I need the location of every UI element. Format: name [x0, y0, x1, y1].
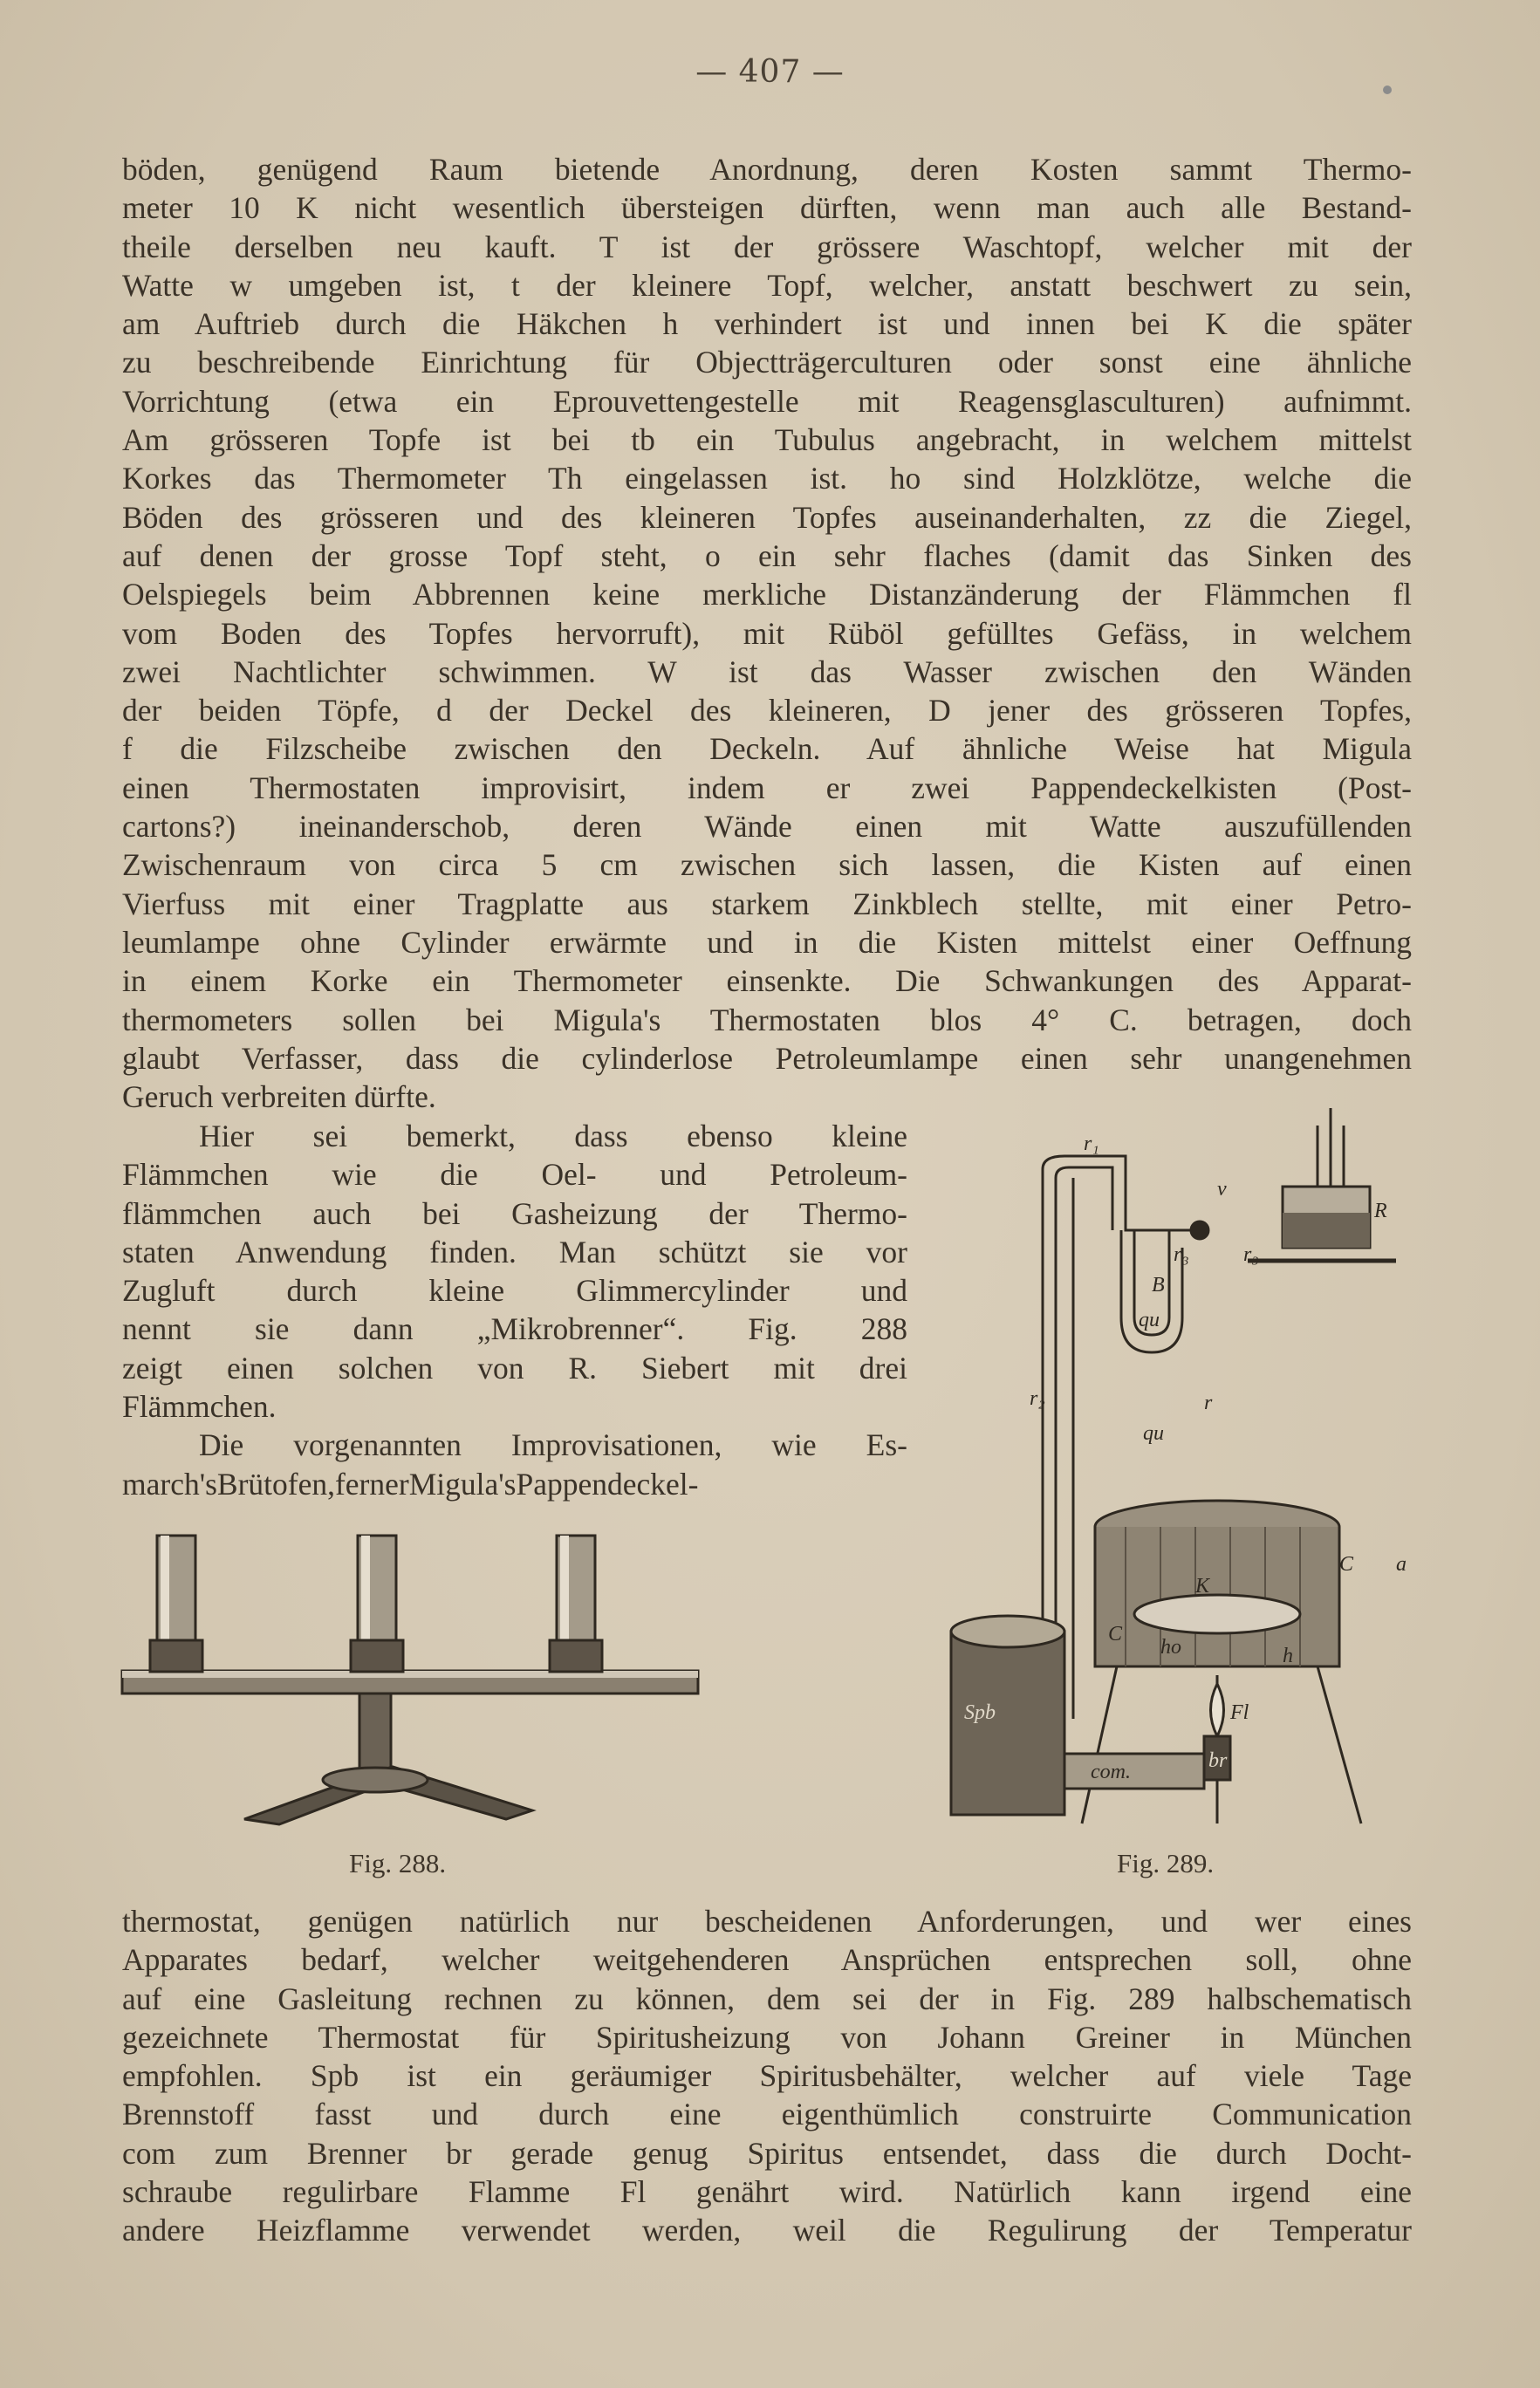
text-line: Vierfuss mit einer Tragplatte aus starkem Zinkblech stellte, mit einer Petro-: [122, 886, 1412, 921]
text-line: Böden des grösseren und des kleineren Topfes auseinanderhalten, zz die Ziegel,: [122, 499, 1412, 535]
label-K: K: [1195, 1575, 1210, 1598]
inner-dish: [1134, 1595, 1300, 1633]
figure-289-thermostat: [964, 1108, 1422, 1832]
text-line: Flämmchen.: [122, 1389, 277, 1425]
label-Fl: Fl: [1230, 1701, 1249, 1724]
label-R: R: [1374, 1200, 1387, 1222]
text-line: Korkes das Thermometer Th eingelassen ist. ho sind Holzklötze, welche die: [122, 461, 1412, 496]
text-line: am Auftrieb durch die Häkchen h verhindert ist und innen bei K die später: [122, 306, 1412, 342]
text-line: auf eine Gasleitung rechnen zu können, dem sei der in Fig. 289 halbschematisch: [122, 1981, 1412, 2016]
text-line: der beiden Töpfe, d der Deckel des kleineren, D jener des grösseren Topfes,: [122, 693, 1412, 729]
text-line: auf denen der grosse Topf steht, o ein sehr flaches (damit das Sinken des: [122, 537, 1412, 573]
text-line: in einem Korke ein Thermometer einsenkte. Die Schwankungen des Apparat-: [122, 963, 1412, 999]
burner-stand: [359, 1693, 391, 1772]
text-line: Apparates bedarf, welcher weitgehenderen Ansprüchen entsprechen soll, ohne: [122, 1942, 1412, 1978]
mica-cylinder-1: [150, 1536, 202, 1672]
figure-289-caption: Fig. 289.: [1117, 1848, 1215, 1878]
communication-tube: [1064, 1754, 1204, 1789]
left-column-paragraph: [122, 1117, 907, 1503]
text-line: einen Thermostaten improvisirt, indem er zwei Pappendeckelkisten (Post-: [122, 770, 1412, 805]
text-line: staten Anwendung finden. Man schützt sie vor: [122, 1234, 907, 1269]
text-line: nennt sie dann „Mikrobrenner“. Fig. 288: [122, 1311, 907, 1347]
label-Spb: Spb: [964, 1701, 996, 1724]
label-r3: r₃: [1174, 1243, 1189, 1266]
label-qu2: qu: [1143, 1422, 1164, 1445]
label-B: B: [1152, 1274, 1165, 1297]
text-line: zeigt einen solchen von R. Siebert mit drei: [122, 1350, 907, 1386]
text-line: com zum Brenner br gerade genug Spiritus entsendet, dass die durch Docht-: [122, 2135, 1412, 2171]
text-line: schraube regulirbare Flamme Fl genährt wird. Natürlich kann irgend eine: [122, 2174, 1412, 2210]
text-line: andere Heizflamme verwendet werden, weil die Regulirung der Temperatur: [122, 2213, 1412, 2248]
label-r2: r₂: [1030, 1387, 1045, 1410]
text-line: Hier sei bemerkt, dass ebenso kleine: [199, 1119, 907, 1153]
text-line: Die vorgenannten Improvisationen, wie Es-: [199, 1427, 907, 1463]
label-ho: ho: [1160, 1636, 1181, 1659]
text-line: Vorrichtung (etwa ein Eprouvettengestelle mit Reagensglasculturen) aufnimmt.: [122, 383, 1412, 419]
ink-spot: [1383, 86, 1392, 94]
label-v: v: [1217, 1178, 1227, 1201]
text-line: leumlampe ohne Cylinder erwärmte und in die Kisten mittelst einer Oeffnung: [122, 924, 1412, 960]
text-line: flämmchen auch bei Gasheizung der Thermo-: [122, 1195, 907, 1231]
figure-288-microburner: [122, 1531, 715, 1828]
text-line: Zwischenraum von circa 5 cm zwischen sich lassen, die Kisten auf einen: [122, 847, 1412, 883]
text-line: f die Filzscheibe zwischen den Deckeln. Auf ähnliche Weise hat Migula: [122, 731, 1412, 767]
text-line: meter 10 K nicht wesentlich übersteigen dürften, wenn man auch alle Bestand-: [122, 190, 1412, 226]
text-line: Geruch verbreiten dürfte.: [122, 1079, 436, 1115]
label-r: r: [1204, 1392, 1213, 1414]
label-br: br: [1208, 1749, 1228, 1772]
text-line: vom Boden des Topfes hervorruft), mit Rüböl gefülltes Gefäss, in welchem: [122, 615, 1412, 651]
figure-288-caption: Fig. 288.: [349, 1848, 447, 1878]
text-line: thermostat, genügen natürlich nur bescheidenen Anforderungen, und wer eines: [122, 1904, 1412, 1939]
text-line: Oelspiegels beim Abbrennen keine merkliche Distanzänderung der Flämmchen fl: [122, 577, 1412, 612]
label-r1: r₁: [1084, 1132, 1099, 1155]
label-C2: C: [1108, 1623, 1123, 1646]
bottom-paragraph: [122, 1902, 1412, 2250]
label-qu1: qu: [1139, 1309, 1160, 1331]
text-line: zwei Nachtlichter schwimmen. W ist das Wasser zwischen den Wänden: [122, 653, 1412, 689]
text-line: theile derselben neu kauft. T ist der grössere Waschtopf, welcher mit der: [122, 229, 1412, 264]
label-h: h: [1283, 1645, 1293, 1667]
text-line: gezeichnete Thermostat für Spiritusheizung von Johann Greiner in München: [122, 2019, 1412, 2055]
text-line: zu beschreibende Einrichtung für Objectträgerculturen oder sonst eine ähnliche: [122, 345, 1412, 380]
mica-cylinder-3: [550, 1536, 602, 1672]
text-line: böden, genügend Raum bietende Anordnung, deren Kosten sammt Thermo-: [122, 152, 1412, 187]
top-paragraph: [122, 150, 1412, 1116]
text-line: Brennstoff fasst und durch eine eigenthümlich construirte Communication: [122, 2097, 1412, 2132]
text-line: glaubt Verfasser, dass die cylinderlose Petroleumlampe einen sehr unangenehmen: [122, 1040, 1412, 1076]
text-line: thermometers sollen bei Migula's Thermostaten blos 4° C. betragen, doch: [122, 1002, 1412, 1037]
text-line: cartons?) ineinanderschob, deren Wände einen mit Watte auszufüllenden: [122, 809, 1412, 845]
label-r3b: r₃: [1243, 1243, 1259, 1266]
text-line: Zugluft durch kleine Glimmercylinder und: [122, 1273, 907, 1309]
page-number: — 407 —: [695, 54, 845, 90]
mica-cylinder-2: [351, 1536, 403, 1672]
label-C: C: [1339, 1553, 1354, 1576]
text-line: march'sBrütofen,fernerMigula'sPappendeckel-: [122, 1466, 699, 1502]
label-com: com.: [1091, 1761, 1131, 1783]
text-line: Am grösseren Topfe ist bei tb ein Tubulus angebracht, in welchem mittelst: [122, 422, 1412, 458]
text-line: Flämmchen wie die Oel- und Petroleum-: [122, 1157, 907, 1193]
label-a: a: [1396, 1553, 1407, 1576]
text-line: empfohlen. Spb ist ein geräumiger Spiritusbehälter, welcher auf viele Tage: [122, 2058, 1412, 2094]
text-line: Watte w umgeben ist, t der kleinere Topf, welcher, anstatt beschwert zu sein,: [122, 267, 1412, 303]
